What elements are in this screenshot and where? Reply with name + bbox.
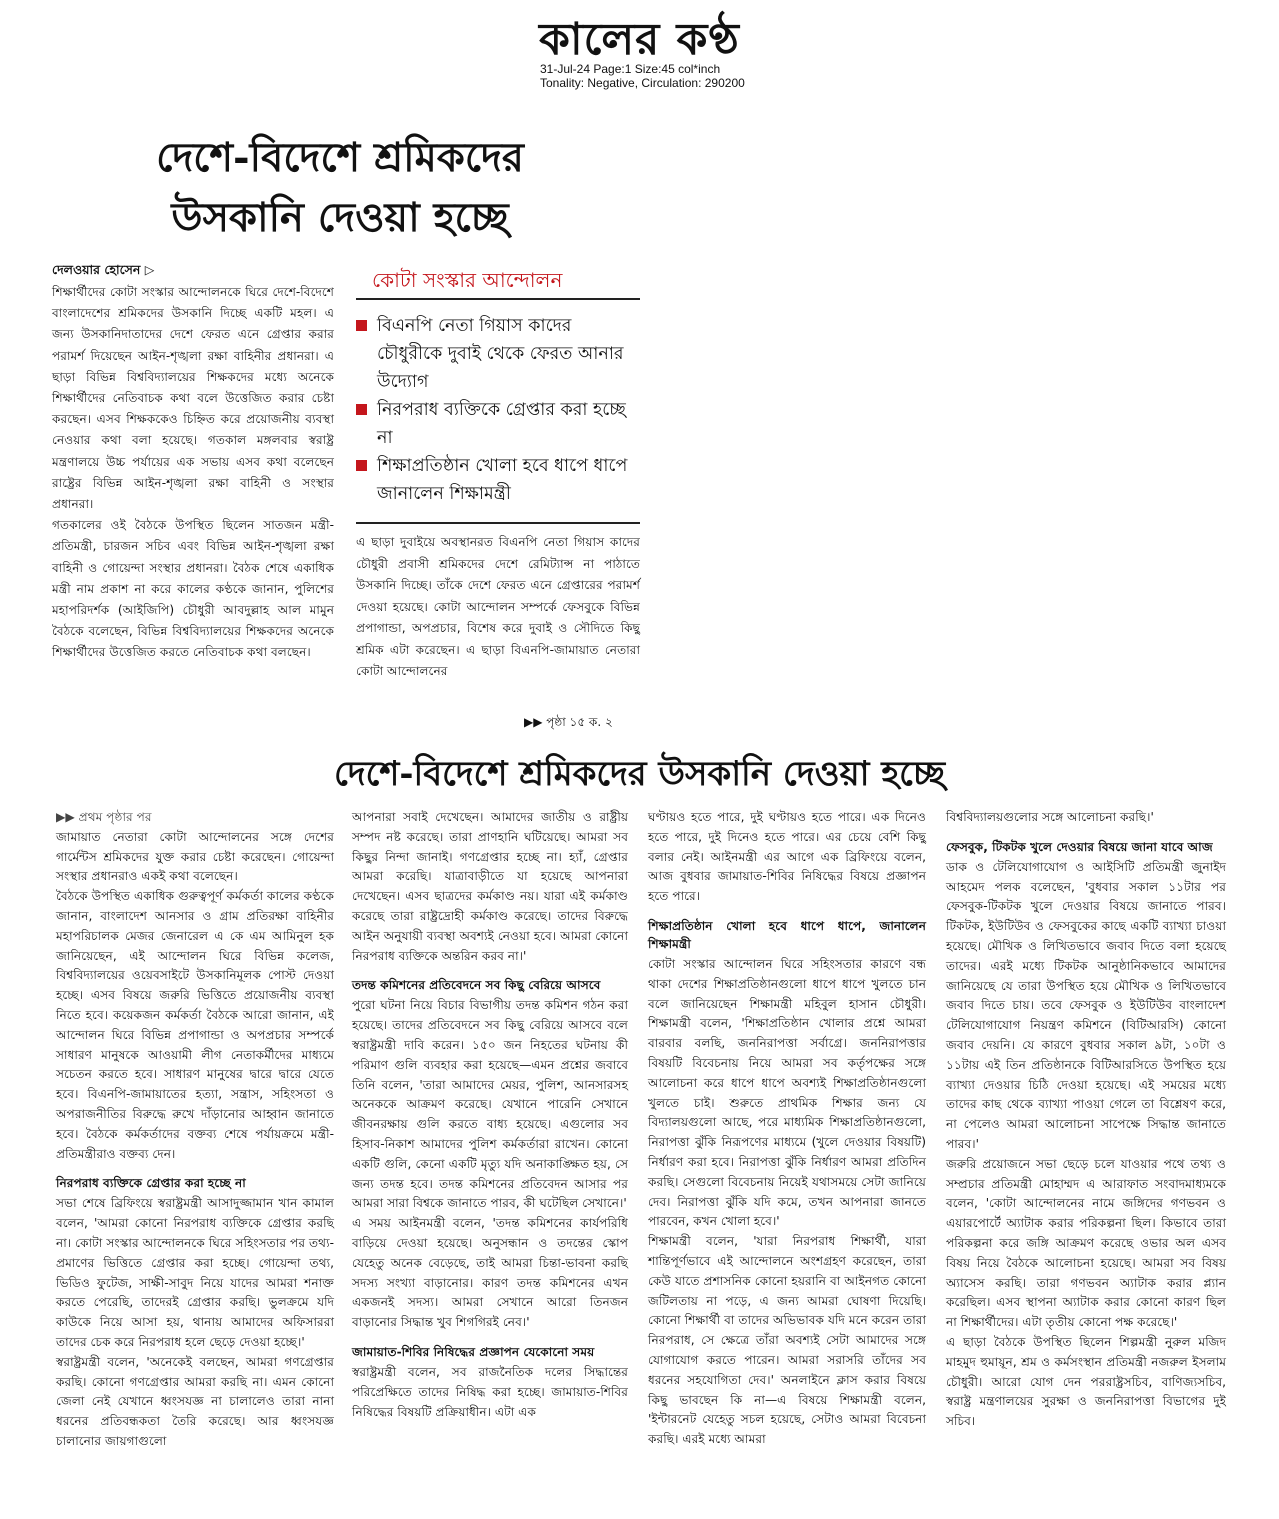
- jump-col3-para-1: ঘণ্টায়ও হতে পারে, দুই ঘণ্টায়ও হতে পারে। এক দিনেও হতে পারে, দুই দিনেও হতে পারে। এর চেয়ে বেশি কিছু বলার নেই। আইনমন্ত্রী এর আগে এক ব্রিফিংয়ে বলেন, আজ বুধবার জামায়াত-শিবির নিষিদ্ধের বিষয়ে প্রজ্ঞাপন হতে পারে।: [648, 810, 926, 904]
- jump-col2-para-4: স্বরাষ্ট্রমন্ত্রী বলেন, সব রাজনৈতিক দলের সিদ্ধান্তের পরিপ্রেক্ষিতে তাদের নিষিদ্ধ করা হচ্ছে। জামায়াত-শিবির নিষিদ্ধের বিষয়টি প্রক্রিয়াধীন। এটা এক: [352, 1364, 628, 1419]
- jump-col1-para-4: স্বরাষ্ট্রমন্ত্রী বলেন, 'অনেকেই বলছেন, আমরা গণগ্রেপ্তার করছি। কোনো গণগ্রেপ্তার আমরা করছি না। এমন কোনো জেলা নেই যেখানে ধ্বংসযজ্ঞ না চালালেও তারা নানা ধরনের প্রতিবন্ধকতা তৈরি করেছে। আর ধ্বংসযজ্ঞ চালানোর জায়গাগুলো: [56, 1354, 334, 1448]
- front-left-para-2: গতকালের ওই বৈঠকে উপস্থিত ছিলেন সাতজন মন্ত্রী-প্রতিমন্ত্রী, চারজন সচিব এবং বিভিন্ন আইন-শৃঙ্খলা রক্ষা বাহিনী ও গোয়েন্দা সংস্থার প্রধানরা। বৈঠক শেষে একাধিক মন্ত্রী নাম প্রকাশ না করে কালের কণ্ঠকে জানান, পুলিশের মহাপরিদর্শক (আইজিপি) চৌধুরী আবদুল্লাহ আল মামুন বৈঠকে বলেছেন, বিভিন্ন বিশ্ববিদ্যালয়ের শিক্ষকদের অনেকে শিক্ষার্থীদের উত্তেজিত করতে নেতিবাচক কথা বলছেন।: [52, 518, 334, 660]
- highlight-bullets: [356, 312, 641, 508]
- front-left-column: [52, 282, 334, 664]
- jump-col4-para-4: এ ছাড়া বৈঠকে উপস্থিত ছিলেন শিল্পমন্ত্রী নুরুল মজিদ মাহমুদ হুমায়ূন, শ্রম ও কর্মসংস্থান প্রতিমন্ত্রী নজরুল ইসলাম চৌধুরী। আরো যোগ দেন পররাষ্ট্রসচিব, বাণিজ্যসচিব, স্বরাষ্ট্র মন্ত্রণালয়ের সুরক্ষা ও জননিরাপত্তা বিভাগের দুই সচিব।: [946, 1334, 1226, 1429]
- bullet-item: [356, 312, 641, 396]
- subhead-jamaat-ban: জামায়াত-শিবির নিষিদ্ধের প্রজ্ঞাপন যেকোনো সময়: [352, 1344, 595, 1359]
- jump-column-2: [352, 808, 628, 1422]
- bullet-text: শিক্ষাপ্রতিষ্ঠান খোলা হবে ধাপে ধাপে জানালেন শিক্ষামন্ত্রী: [377, 456, 628, 504]
- jump-col4-para-3: জরুরি প্রয়োজনে সভা ছেড়ে চলে যাওয়ার পথে তথ্য ও সম্প্রচার প্রতিমন্ত্রী মোহাম্মদ এ আরাফাত সংবাদমাধ্যমকে বলেন, 'কোটা আন্দোলনের নামে জঙ্গিদের গণভবন ও এয়ারপোর্টে অ্যাটাক করার পরিকল্পনা ছিল। কিভাবে তারা পরিকল্পনা করে জঙ্গি আক্রমণ করেছে ওভার অল এসব বিষয় নিয়ে বৈঠকে আলোচনা হয়েছে। আমরা সব বিষয় অ্যাসেস করছি। তারা গণভবন অ্যাটাক করার প্ল্যান করেছিল। এসব স্থাপনা অ্যাটাক করার কোনো কারণ ছিল না শিক্ষার্থীদের। এটা তৃতীয় কোনো পক্ষ করেছে।': [946, 1156, 1226, 1330]
- front-right-column: [356, 532, 640, 683]
- box-rule-top: [356, 298, 640, 300]
- bullet-text: বিএনপি নেতা গিয়াস কাদের চৌধুরীকে দুবাই থেকে ফেরত আনার উদ্যোগ: [377, 316, 624, 392]
- jump-headline: দেশে-বিদেশে শ্রমিকদের উসকানি দেওয়া হচ্ছে: [333, 754, 946, 794]
- front-headline: [60, 128, 620, 248]
- front-right-para: এ ছাড়া দুবাইয়ে অবস্থানরত বিএনপি নেতা গিয়াস কাদের চৌধুরী প্রবাসী শ্রমিকদের দেশে রেমিট্যান্স না পাঠাতে উসকানি দিচ্ছে। তাঁকে দেশে ফেরত এনে গ্রেপ্তারের পরামর্শ দেওয়া হয়েছে। কোটা আন্দোলন সম্পর্কে ফেসবুকে বিভিন্ন প্রপাগান্ডা, অপপ্রচার, বিশেষ করে দুবাই ও সৌদিতে কিছু শ্রমিক এটা করেছেন। এ ছাড়া বিএনপি-জামায়াত নেতারা কোটা আন্দোলনের: [356, 535, 640, 678]
- jump-col3-para-2: কোটা সংস্কার আন্দোলন ঘিরে সহিংসতার কারণে বন্ধ থাকা দেশের শিক্ষাপ্রতিষ্ঠানগুলো ধাপে ধাপে খুলতে চান বলে জানিয়েছেন শিক্ষামন্ত্রী মহিবুল হাসান চৌধুরী। শিক্ষামন্ত্রী বলেন, 'শিক্ষাপ্রতিষ্ঠান খোলার প্রশ্নে আমরা বারবার বলছি, জননিরাপত্তা সর্বাগ্রে। জননিরাপত্তার বিষয়টি বিবেচনায় নিয়ে আমরা সব কর্তৃপক্ষের সঙ্গে আলোচনা করে ধাপে ধাপে অবশ্যই শিক্ষাপ্রতিষ্ঠানগুলো খুলতে চাই। শুরুতে প্রাথমিক শিক্ষার জন্য যে বিদ্যালয়গুলো আছে, পরে মাধ্যমিক শিক্ষাপ্রতিষ্ঠানগুলো, নিরাপত্তা ঝুঁকি নিরূপণের মাধ্যমে (খুলে দেওয়ার বিষয়টি) নির্ধারণ করা হবে। নিরাপত্তা ঝুঁকি নির্ধারণ আমরা প্রতিদিন করছি। সেগুলো বিবেচনায় নিয়েই যথাসময়ে সেটা জানিয়ে দেব। নিরাপত্তা ঝুঁকি যদি কমে, তখন আপনারা জানতে পারবেন, কখন খোলা হবে।': [648, 956, 926, 1229]
- bullet-square-icon: [356, 404, 367, 415]
- newspaper-masthead: কালের কণ্ঠ: [539, 14, 740, 65]
- subhead-education-reopen: শিক্ষাপ্রতিষ্ঠান খোলা হবে ধাপে ধাপে, জানালেন শিক্ষামন্ত্রী: [648, 918, 926, 951]
- jump-col1-para-2: বৈঠকে উপস্থিত একাধিক গুরুত্বপূর্ণ কর্মকর্তা কালের কণ্ঠকে জানান, বাংলাদেশ আনসার ও গ্রাম প্রতিরক্ষা বাহিনীর মহাপরিচালক মেজর জেনারেল এ কে এম আমিনুল হক জানিয়েছেন, এই আন্দোলন ঘিরে বিভিন্ন কলেজ, বিশ্ববিদ্যালয়ের ওয়েবসাইটে উসকানিমূলক পোস্ট দেওয়া হচ্ছে। এসব বিষয়ে জরুরি ভিত্তিতে প্রয়োজনীয় ব্যবস্থা নিতে হবে। কয়েকজন কর্মকর্তা বৈঠকে আরো জানান, এই আন্দোলন ঘিরে বিভিন্ন প্রপাগান্ডা ও অপপ্রচার সম্পর্কে সাধারণ মানুষকে আওয়ামী লীগ নেতাকর্মীদের মাধ্যমে সচেতন করতে হবে। সাধারণ মানুষের দ্বারে দ্বারে যেতে হবে। বিএনপি-জামায়াতের হত্যা, সন্ত্রাস, সহিংসতা ও অপরাজনীতির বিরুদ্ধে রুখে দাঁড়ানোর আহ্বান জানাতে হবে। বৈঠকে কর্মকর্তাদের বক্তব্য শেষে পর্যায়ক্রমে মন্ত্রী-প্রতিমন্ত্রীরাও বক্তব্য দেন।: [56, 889, 334, 1161]
- front-headline-line2: উসকানি দেওয়া হচ্ছে: [171, 194, 509, 241]
- jump-column-1: [56, 808, 334, 1452]
- bullet-text: নিরপরাধ ব্যক্তিকে গ্রেপ্তার করা হচ্ছে না: [377, 400, 626, 448]
- byline: দেলওয়ার হোসেন ▷: [52, 262, 155, 277]
- jump-col4-para-2: ডাক ও টেলিযোগাযোগ ও আইসিটি প্রতিমন্ত্রী জুনাইদ আহমেদ পলক বলেছেন, 'বুধবার সকাল ১১টার পর ফেসবুক-টিকটক খুলে দেওয়ার বিষয়ে জানাতে পারব। টিকটক, ইউটিউব ও ফেসবুকের কাছে একটি ব্যাখ্যা চাওয়া হয়েছে। মৌখিক ও লিখিতভাবে জবাব দিতে বলা হয়েছে তাদের। এরই মধ্যে টিকটক আনুষ্ঠানিকভাবে আমাদের জানিয়েছে যে তারা উপস্থিত হয়ে মৌখিক ও লিখিতভাবে জবাব দিতে চায়। তবে ফেসবুক ও ইউটিউব বাংলাদেশ টেলিযোগাযোগ নিয়ন্ত্রণ কমিশনে (বিটিআরসি) কোনো জবাব দেয়নি। যে কারণে বুধবার সকাল ৯টা, ১০টা ও ১১টায় এই তিন প্রতিষ্ঠানকে বিটিআরসিতে উপস্থিত হয়ে ব্যাখ্যা দেওয়ার চিঠি দেওয়া হয়েছে। এই সময়ের মধ্যে তাদের কাছ থেকে ব্যাখ্যা পাওয়া গেলে তা বিশ্লেষণ করে, না পেলেও আমরা আলোচনা সাপেক্ষে সিদ্ধান্ত জানাতে পারব।': [946, 859, 1226, 1151]
- jump-col2-para-1: আপনারা সবাই দেখেছেন। আমাদের জাতীয় ও রাষ্ট্রীয় সম্পদ নষ্ট করেছে। তারা প্রাণহানি ঘটিয়েছে। আমরা সব কিছুর নিন্দা জানাই। গণগ্রেপ্তার হচ্ছে না। হ্যাঁ, গ্রেপ্তার আমরা করেছি। যাত্রাবাড়ীতে যা হয়েছে আপনারা দেখেছেন। এসব ছাত্রদের কর্মকাণ্ড নয়। যারা এই কর্মকাণ্ড করেছে তারা রাষ্ট্রদ্রোহী কর্মকাণ্ড করেছে। তাদের বিরুদ্ধে আইন অনুযায়ী ব্যবস্থা অবশ্যই নেওয়া হবে। আমরা কোনো নিরপরাধ ব্যক্তিকে অন্তরিন করব না।': [352, 810, 628, 963]
- front-headline-line1: দেশে-বিদেশে শ্রমিকদের: [156, 134, 524, 181]
- bullet-item: [356, 396, 641, 452]
- subhead-facebook-tiktok: ফেসবুক, টিকটক খুলে দেওয়ার বিষয়ে জানা যাবে আজ: [946, 839, 1213, 854]
- jump-col1-para-3: সভা শেষে ব্রিফিংয়ে স্বরাষ্ট্রমন্ত্রী আসাদুজ্জামান খান কামাল বলেন, 'আমরা কোনো নিরপরাধ ব্যক্তিকে গ্রেপ্তার করছি না। কোটা সংস্কার আন্দোলনকে ঘিরে সহিংসতার পর তথ্য-প্রমাণের ভিত্তিতে গ্রেপ্তার করা হচ্ছে। গোয়েন্দা তথ্য, ভিডিও ফুটেজ, সাক্ষী-সাবুদ নিয়ে যাদের আমরা শনাক্ত করতে পেরেছি, তাদেরই গ্রেপ্তার করছি। ভুলক্রমে যদি কাউকে নিয়ে আসা হয়, থানায় আমাদের অফিসাররা তাদের চেক করে নিরপরাধ হলে ছেড়ে দেওয়া হচ্ছে।': [56, 1196, 334, 1349]
- subhead-inquiry-commission: তদন্ত কমিশনের প্রতিবেদনে সব কিছু বেরিয়ে আসবে: [352, 978, 601, 993]
- jump-column-3: [648, 808, 926, 1450]
- bullet-square-icon: [356, 320, 367, 331]
- continued-marker: ▶▶ পৃষ্ঠা ১৫ ক. ২: [524, 715, 613, 729]
- from-first-page: ▶▶ প্রথম পৃষ্ঠার পর: [56, 810, 152, 824]
- jump-col3-para-3: শিক্ষামন্ত্রী বলেন, 'যারা নিরপরাধ শিক্ষার্থী, যারা শান্তিপূর্ণভাবে এই আন্দোলনে অংশগ্রহণ করেছেন, তারা কেউ যাতে প্রশাসনিক কোনো হয়রানি বা আইনগত কোনো জটিলতায় না পড়ে, এ জন্য আমরা ঘোষণা দিয়েছি। কোনো শিক্ষার্থী বা তাদের অভিভাবক যদি মনে করেন তারা নিরপরাধ, সে ক্ষেত্রে তাঁরা অবশ্যই সেটা আমাদের সঙ্গে যোগাযোগ করতে পারেন। আমরা সরাসরি তাঁদের সব ধরনের সহযোগিতা দেব।' অনলাইনে ক্লাস করার বিষয়ে কিছু ভাবছেন কি না—এ বিষয়ে শিক্ষামন্ত্রী বলেন, 'ইন্টারনেট যেহেতু সচল হয়েছে, সেটাও আমরা বিবেচনা করছি। এরই মধ্যে আমরা: [648, 1234, 926, 1447]
- clipping-meta: [540, 62, 745, 90]
- clipping-tonality: Tonality: Negative, Circulation: 290200: [540, 76, 745, 90]
- box-rule-bottom: [356, 522, 640, 524]
- jump-col2-para-2: পুরো ঘটনা নিয়ে বিচার বিভাগীয় তদন্ত কমিশন গঠন করা হয়েছে। তাদের প্রতিবেদনে সব কিছু বেরিয়ে আসবে বলে স্বরাষ্ট্রমন্ত্রী দাবি করেন। ১৫০ জন নিহতের ঘটনায় কী পরিমাণ গুলি ব্যবহার করা হয়েছে—এমন প্রশ্নের জবাবে তিনি বলেন, 'তারা আমাদের মেয়র, পুলিশ, আনসারসহ অনেককে আক্রমণ করেছে। যেখানে পারেনি সেখানে জীবনরক্ষায় গুলি করতে বাধ্য হয়েছে। এগুলোর সব হিসাব-নিকাশ আমাদের পুলিশ কর্মকর্তারা রাখেন। কোনো একটি গুলি, কেনো একটি মৃত্যু যদি অনাকাঙ্ক্ষিত হয়, সে জন্য তদন্ত হবে। তদন্ত কমিশনের প্রতিবেদন আসার পর আমরা সারা বিশ্বকে জানাতে পারব, কী ঘটেছিল সেখানে।': [352, 998, 628, 1211]
- clipping-date-size: 31-Jul-24 Page:1 Size:45 col*inch: [540, 62, 721, 76]
- jump-col1-para-1: জামায়াত নেতারা কোটা আন্দোলনের সঙ্গে দেশের গার্মেন্টস শ্রমিকদের যুক্ত করার চেষ্টা করেছেন। গোয়েন্দা সংস্থার প্রধানরাও একই কথা বলেছেন।: [56, 829, 334, 884]
- jump-col2-para-3: এ সময় আইনমন্ত্রী বলেন, 'তদন্ত কমিশনের কার্যপরিধি বাড়িয়ে দেওয়া হয়েছে। অনুসন্ধান ও তদন্তের স্কোপ যেহেতু অনেক বেড়েছে, তাই আমরা চিন্তা-ভাবনা করছি সদস্য সংখ্যা বাড়ানোর। কারণ তদন্ত কমিশনের এখন একজনই সদস্য। আমরা সেখানে আরো তিনজন বাড়ানোর সিদ্ধান্ত খুব শিগগিরই নেব।': [352, 1216, 628, 1330]
- box-title: কোটা সংস্কার আন্দোলন: [372, 268, 563, 292]
- jump-column-4: [946, 808, 1226, 1432]
- bullet-square-icon: [356, 460, 367, 471]
- jump-col4-para-1: বিশ্ববিদ্যালয়গুলোর সঙ্গে আলোচনা করছি।': [946, 810, 1154, 824]
- front-left-para-1: শিক্ষার্থীদের কোটা সংস্কার আন্দোলনকে ঘিরে দেশে-বিদেশে বাংলাদেশের শ্রমিকদের উসকানি দিচ্ছে একটি মহল। এ জন্য উসকানিদাতাদের দেশে ফেরত এনে গ্রেপ্তার করার পরামর্শ দিয়েছেন আইন-শৃঙ্খলা রক্ষা বাহিনীর প্রধানরা। এ ছাড়া বিভিন্ন বিশ্ববিদ্যালয়ের শিক্ষকদের মধ্যে অনেকে শিক্ষার্থীদের নেতিবাচক কথা বলে উত্তেজিত করার চেষ্টা করছেন। এসব শিক্ষককেও চিহ্নিত করে প্রয়োজনীয় ব্যবস্থা নেওয়ার কথা বলা হয়েছে। গতকাল মঙ্গলবার স্বরাষ্ট্র মন্ত্রণালয়ে উচ্চ পর্যায়ের এক সভায় এসব কথা বলেছেন রাষ্ট্রের বিভিন্ন আইন-শৃঙ্খলা রক্ষা বাহিনী ও সংস্থার প্রধানরা।: [52, 285, 334, 512]
- subhead-innocent-not-arrested: নিরপরাধ ব্যক্তিকে গ্রেপ্তার করা হচ্ছে না: [56, 1176, 246, 1191]
- bullet-item: [356, 452, 641, 508]
